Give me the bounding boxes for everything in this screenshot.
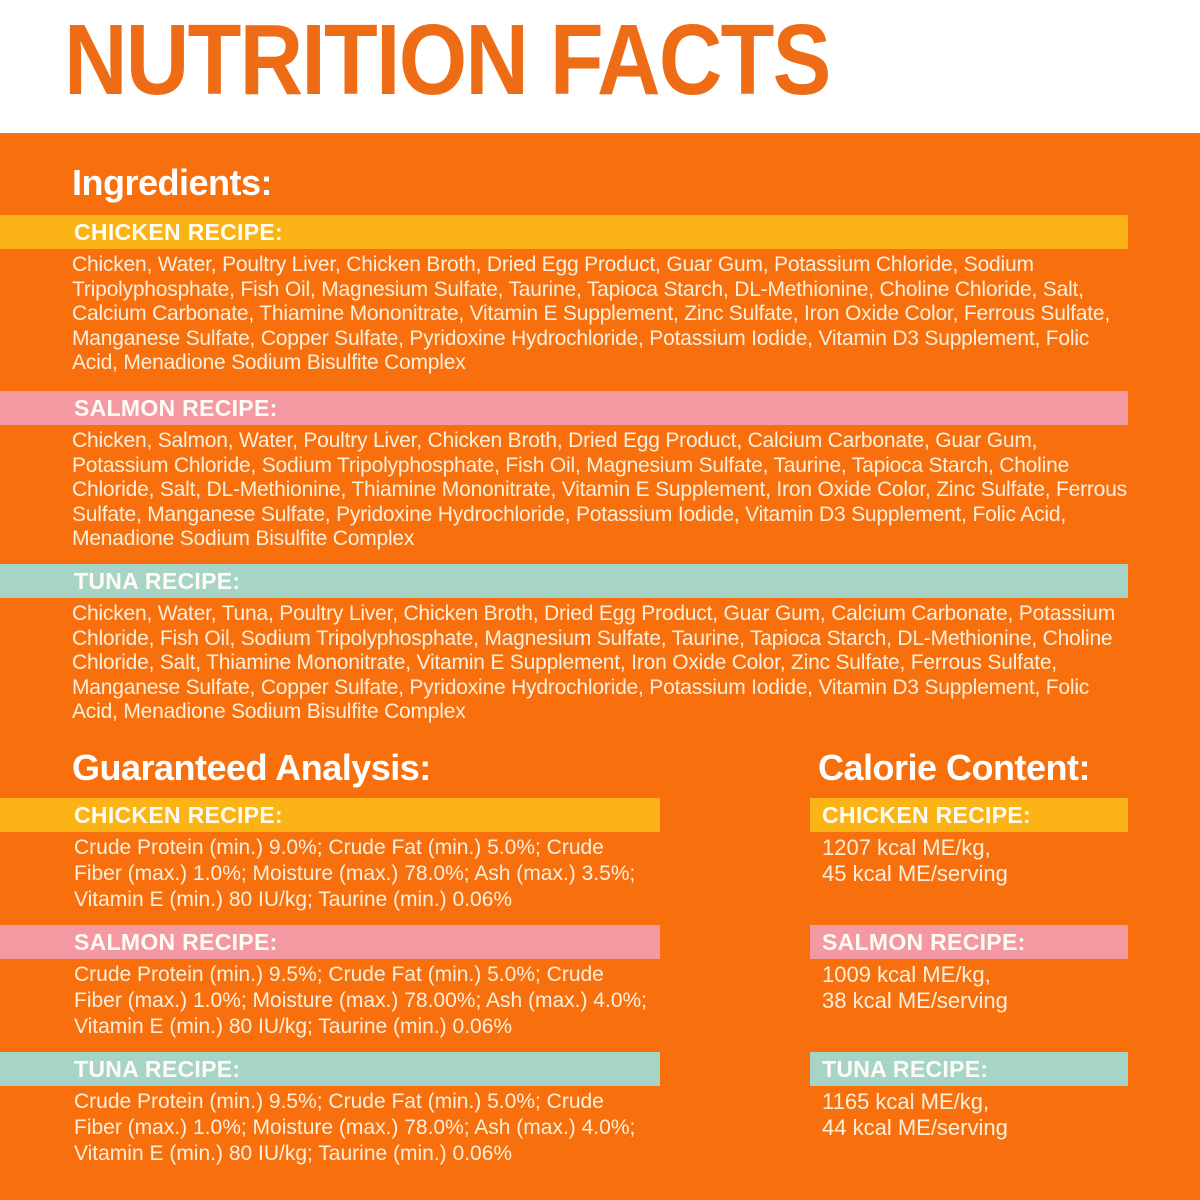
ga-chicken-bar — [0, 798, 660, 832]
calorie-content-heading: Calorie Content: — [818, 747, 1091, 788]
cc-salmon-bar — [810, 925, 1128, 959]
ga-chicken-line-3: Vitamin E (min.) 80 IU/kg; Taurine (min.) 0.06% — [74, 887, 513, 911]
ingredients-chicken-text: Chicken, Water, Poultry Liver, Chicken Broth, Dried Egg Product, Guar Gum, Potassium Chloride, Sodium Tripolyphosphate, Fish Oil, Magnesium Sulfate, Taurine, Tapioca Starch, DL-Methionine, Choline Chloride, Salt, Calcium Carbonate, Thiamine Mononitrate, Vitamin E Supplement, Zinc Sulfate, Iron Oxide Color, Ferrous Sulfate, Manganese Sulfate, Copper Sulfate, Pyridoxine Hydrochloride, Potassium Iodide, Vitamin D3 Supplement, Folic Acid, Menadione Sodium Bisulfite Complex — [72, 253, 1111, 375]
ingredients-tuna-label: TUNA RECIPE: — [74, 567, 241, 594]
cc-tuna-label: TUNA RECIPE: — [822, 1055, 989, 1082]
ingredients-tuna-text: Chicken, Water, Tuna, Poultry Liver, Chicken Broth, Dried Egg Product, Guar Gum, Calcium Carbonate, Potassium Chloride, Fish Oil, Sodium Tripolyphosphate, Magnesium Sulfate, Taurine, Tapioca Starch, DL-Methionine, Choline Chloride, Salt, Thiamine Mononitrate, Vitamin E Supplement, Iron Oxide Color, Zinc Sulfate, Ferrous Sulfate, Manganese Sulfate, Copper Sulfate, Pyridoxine Hydrochloride, Potassium Iodide, Vitamin D3 Supplement, Folic Acid, Menadione Sodium Bisulfite Complex — [72, 602, 1116, 724]
cc-salmon-line-2: 38 kcal ME/serving — [822, 988, 1008, 1013]
cc-salmon-text — [822, 962, 1132, 1014]
cc-tuna-line-1: 1165 kcal ME/kg, — [822, 1089, 990, 1114]
guaranteed-analysis-heading: Guaranteed Analysis: — [72, 747, 431, 788]
ga-chicken-text — [74, 835, 674, 912]
cc-chicken-text — [822, 835, 1132, 887]
cc-tuna-text — [822, 1089, 1132, 1141]
cc-chicken-bar — [810, 798, 1128, 832]
cc-chicken-label: CHICKEN RECIPE: — [822, 801, 1031, 828]
cc-chicken-line-2: 45 kcal ME/serving — [822, 861, 1008, 886]
ga-chicken-line-1: Crude Protein (min.) 9.0%; Crude Fat (min.) 5.0%; Crude — [74, 836, 604, 859]
label-header — [0, 0, 1200, 133]
page-title: NUTRITION FACTS — [64, 4, 830, 116]
cc-chicken-line-1: 1207 kcal ME/kg, — [822, 835, 991, 860]
ga-tuna-line-3: Vitamin E (min.) 80 IU/kg; Taurine (min.) 0.06% — [74, 1141, 513, 1165]
ga-salmon-bar — [0, 925, 660, 959]
ingredients-chicken-bar — [0, 215, 1128, 249]
ga-salmon-label: SALMON RECIPE: — [74, 928, 278, 955]
ga-salmon-text — [74, 962, 674, 1039]
label-body — [0, 133, 1200, 1200]
ga-salmon-line-3: Vitamin E (min.) 80 IU/kg; Taurine (min.) 0.06% — [74, 1014, 513, 1038]
ga-tuna-line-2: Fiber (max.) 1.0%; Moisture (max.) 78.0%; Ash (max.) 4.0%; — [74, 1115, 636, 1139]
cc-tuna-bar — [810, 1052, 1128, 1086]
ga-tuna-bar — [0, 1052, 660, 1086]
ga-tuna-text — [74, 1089, 674, 1166]
cc-salmon-line-1: 1009 kcal ME/kg, — [822, 962, 991, 987]
cc-tuna-line-2: 44 kcal ME/serving — [822, 1115, 1008, 1140]
ingredients-salmon-bar — [0, 391, 1128, 425]
ga-tuna-label: TUNA RECIPE: — [74, 1055, 241, 1082]
ingredients-salmon-label: SALMON RECIPE: — [74, 394, 278, 421]
ga-chicken-label: CHICKEN RECIPE: — [74, 801, 283, 828]
ga-salmon-line-1: Crude Protein (min.) 9.5%; Crude Fat (min.) 5.0%; Crude — [74, 963, 604, 986]
ingredients-tuna-bar — [0, 564, 1128, 598]
ga-salmon-line-2: Fiber (max.) 1.0%; Moisture (max.) 78.00%; Ash (max.) 4.0%; — [74, 988, 648, 1012]
ga-chicken-line-2: Fiber (max.) 1.0%; Moisture (max.) 78.0%; Ash (max.) 3.5%; — [74, 861, 636, 885]
ingredients-salmon-text: Chicken, Salmon, Water, Poultry Liver, Chicken Broth, Dried Egg Product, Calcium Carbonate, Guar Gum, Potassium Chloride, Sodium Tripolyphosphate, Fish Oil, Magnesium Sulfate, Taurine, Tapioca Starch, Choline Chloride, Salt, DL-Methionine, Thiamine Mononitrate, Vitamin E Supplement, Iron Oxide Color, Zinc Sulfate, Ferrous Sulfate, Manganese Sulfate, Pyridoxine Hydrochloride, Potassium Iodide, Vitamin D3 Supplement, Folic Acid, Menadione Sodium Bisulfite Complex — [72, 429, 1127, 551]
ga-tuna-line-1: Crude Protein (min.) 9.5%; Crude Fat (min.) 5.0%; Crude — [74, 1090, 604, 1113]
cc-salmon-label: SALMON RECIPE: — [822, 928, 1026, 955]
ingredients-chicken-label: CHICKEN RECIPE: — [74, 218, 283, 245]
ingredients-heading: Ingredients: — [72, 162, 273, 203]
